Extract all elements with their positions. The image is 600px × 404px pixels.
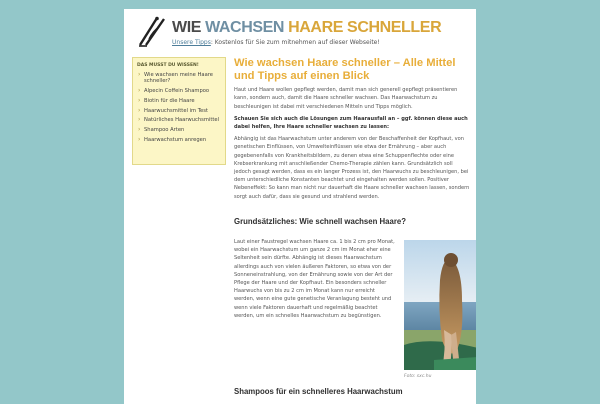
woman-hair-photo-icon: [404, 240, 476, 370]
sidebar-item[interactable]: › Haarwuchsmittel im Test: [137, 108, 225, 114]
sidebar-item[interactable]: › Wie wachsen meine Haare schneller?: [137, 72, 225, 85]
page-container: [124, 9, 476, 404]
title-part-3: HAARE SCHNELLER: [288, 19, 442, 36]
photo-caption: Foto: sxc.hu: [404, 374, 432, 379]
sidebar-item[interactable]: › Alpecin Coffein Shampoo: [137, 88, 225, 94]
growth-paragraph: Laut einer Faustregel wachsen Haare ca. 1 bis 2 cm pro Monat, wobei ein Haarwachstum um ganze 2 cm im Monat eher eine Seltenheit sein dürfte. Abhängig ist dieses Haarwachstum allerdings auch von vielen äußeren Faktoren, so etwa von der Sonneneinstrahlung, von der Ernährung sowie von der Art der Pflege der Haare und der Kopfhaut. Ein besonders schneller Haarwuchs von bis zu 2 cm im Monat kann nur erreicht werden, wenn eine gute genetische Veranlagung besteht und wenn viele Faktoren dauerhaft und regelmäßig beachtet werden, um ein schnelles Haarwachstum zu begünstigen.: [234, 239, 395, 319]
sidebar-title: DAS MUSST DU WISSEN!: [137, 63, 199, 68]
site-header: [124, 9, 476, 49]
sidebar-item[interactable]: › Shampoo Arten: [137, 127, 225, 133]
sidebar-item[interactable]: › Haarwachstum anregen: [137, 137, 225, 143]
tagline-link[interactable]: Unsere Tipps: [172, 39, 211, 46]
body-paragraph: Abhängig ist das Haarwachstum unter anderem von der Beschaffenheit der Kopfhaut, von genetischen Einflüssen, von Umwelteinflüssen wie etwa der Ernährung – aber auch gegebenenfalls von Krankheitsbildern, zu denen etwa eine Schuppenflechte oder eine Krebserkrankung mit anschließender Chemo-Therapie zählen kann. Grundsätzlich soll jedoch gesagt werden, dass es ein langer Prozess ist, den Haarwuchs zu beschleunigen, bei dem unterschiedliche Konstanten beachtet und eingehalten werden sollen. Positiver Nebeneffekt: So kann man nicht nur dauerhaft die Haare schneller wachsen lassen, sondern sorgt auch dafür, dass sie gesund und strahlend werden.: [234, 136, 470, 200]
section-heading-growth: Grundsätzliches: Wie schnell wachsen Haare?: [234, 217, 406, 226]
section-heading-shampoos: Shampoos für ein schnelleres Haarwachstum: [234, 387, 403, 396]
tagline: [172, 39, 380, 46]
sidebar-item[interactable]: › Biotin für die Haare: [137, 98, 225, 104]
sidebar-list: [133, 72, 225, 143]
title-part-2: WACHSEN: [205, 19, 289, 36]
site-title[interactable]: [172, 19, 441, 37]
tagline-text: : Kostenlos für Sie zum mitnehmen auf dieser Webseite!: [210, 39, 380, 46]
intro-paragraph: Haut und Haare wollen gepflegt werden, damit man sich generell gepflegt präsentieren kann, sondern auch, damit die Haare schneller wachsen. Das Haarwachstum zu beschleunigen ist dabei mit verschiedenen Mitteln und Tipps möglich.: [234, 87, 458, 110]
highlight-paragraph: Schauen Sie sich auch die Lösungen zum Haarausfall an – ggf. können diese auch dabei helfen, Ihre Haare schneller wachsen zu lassen:: [234, 115, 468, 130]
hair-photo: [404, 240, 476, 370]
sidebar: [132, 57, 226, 165]
sidebar-item[interactable]: › Natürliches Haarwuchsmittel: [137, 117, 225, 123]
page-title: Wie wachsen Haare schneller – Alle Mittel und Tipps auf einen Blick: [234, 57, 456, 82]
main-content: [234, 57, 470, 396]
title-part-1: WIE: [172, 19, 206, 36]
scissors-logo-icon[interactable]: [137, 15, 167, 47]
